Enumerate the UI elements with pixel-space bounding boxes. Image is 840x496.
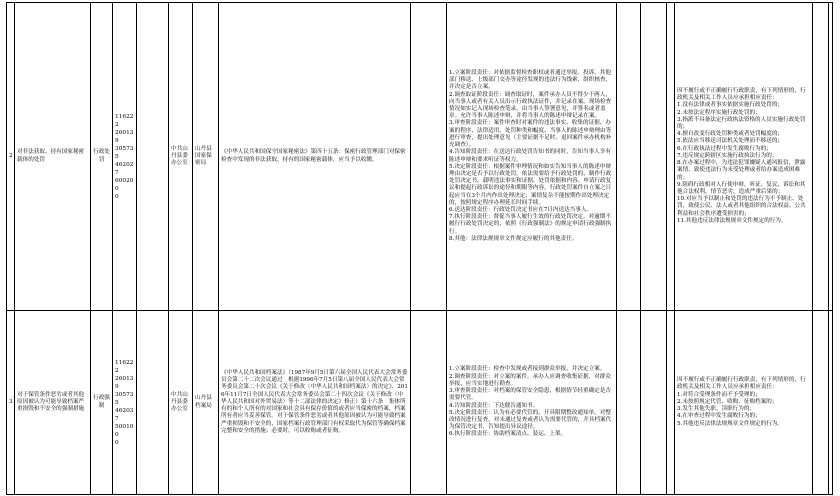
empty-cell bbox=[411, 311, 447, 495]
accountability-item: 5.依法应当移送司法机关处理而不移送的； bbox=[677, 138, 784, 145]
code-line: 116222 bbox=[115, 359, 134, 374]
legal-basis: 《中华人民共和国档案法》（1987年9月5日第六届全国人民代表大会常务委员会第二十二次会议通过 根据1996年7月5日第八届全国人民代表大会常务委员会第二十次会议《关于修改〈中华人民共和国档案法〉的决定》、2016年11月7日全国人民代表大会常务委员会第二十四次会议《关于修改〈中华人民共和国对外贸易法〉等十二部法律的决定》修正）第十六条 集体所有的和个人所有的对国家和社会具有保存价值的或者应当保密的档案，档案所有者应当妥善保管。对于保管条件恶劣或者其他原因被认为可能导致档案严重损毁和不安全的，国家档案行政管理部门有权采取代为保管等确保档案完整和安全的措施；必要时，可以收购或者征购。 bbox=[219, 311, 411, 495]
accountability-item: 3.指派不具备法定行政执法资格的人员实施行政处罚的； bbox=[677, 116, 806, 131]
responsibility-steps bbox=[447, 311, 617, 495]
power-list-table bbox=[6, 2, 833, 495]
accountability-item: 11.其他违反法律法规规章文件规定的行为。 bbox=[677, 217, 787, 224]
empty-cell bbox=[641, 3, 667, 311]
code-line: 0 bbox=[115, 193, 119, 200]
accountability-item: 1.没有法律或者事实依据实施行政处罚的； bbox=[677, 102, 784, 109]
row-number: 3 bbox=[7, 311, 15, 495]
step-item: 3.审查阶段责任：案件审查时对案件的违法事实、收集的证据、办案的程序、法律适用、处罚种类和幅度、当事人的陈述申辩理由等进行审查，提出处理意见（主要证据不足时，退回案件承办机构补充调查）。 bbox=[449, 120, 612, 149]
item-name: 对非法获取、持有国家秘密载体的处罚 bbox=[15, 3, 91, 311]
step-item: 2.调查取证阶段责任：调查取证时，案件承办人员不得少于两人，向当事人或者有关人员出示行政执法证件，并记录在案。现场检查情况如实记入现场检查笔录，由当事人签署意见，并签名或者盖章。允许当事人陈述申辩，并将当事人的陈述申辩记录在案。 bbox=[449, 91, 612, 120]
code-line: 462037 bbox=[115, 407, 134, 422]
code-line: 260139 bbox=[115, 375, 134, 390]
implementer: 中共山丹县委办公室 bbox=[169, 3, 193, 311]
step-item: 6.送达阶段责任：行政处罚决定书应在7日内送达当事人。 bbox=[449, 206, 593, 213]
accountability-item: 6.在行政执法过程中发生腐败行为的； bbox=[677, 145, 772, 152]
accountability-item: 因不履行或不正确履行行政职责，有下列情形的，行政机关及相关工作人员应承担相应责任： bbox=[677, 377, 806, 391]
department: 山丹县档案局 bbox=[193, 311, 219, 495]
legal-basis: 《中华人民共和国保守国家秘密法》第四十五条：保密行政管理部门对保密检查中发现的非法获取、持有的国家秘密载体，应当予以收缴。 bbox=[219, 3, 411, 311]
accountability-item: 4.在审查过程中发生腐败行为的； bbox=[677, 413, 761, 420]
empty-cell bbox=[641, 311, 667, 495]
empty-cell bbox=[667, 311, 675, 495]
step-item: 1.立案阶段责任：检查中发现或者接到群众举报，并决定立案。 bbox=[449, 366, 606, 373]
code-line: 0 bbox=[115, 439, 119, 446]
accountability-item: 10.对应当予以制止和处罚的违法行为不予制止、处罚，致使公民、法人或者其他组织的合法权益、公共利益和社会秩序遭受损害的； bbox=[677, 196, 806, 217]
code-line: 500100 bbox=[115, 423, 134, 438]
empty-cell bbox=[617, 311, 641, 495]
accountability-item: 5.其他违反法律法规规章文件规定的行为。 bbox=[677, 420, 784, 427]
code-line: 260139 bbox=[115, 129, 134, 144]
table-row bbox=[7, 3, 833, 311]
accountability-item: 7.违反规定跨辖区实施行政执法行为的； bbox=[677, 152, 778, 159]
code-line: 116222 bbox=[115, 113, 134, 128]
accountability-item: 4.擅自改变行政处罚种类或者处罚幅度的； bbox=[677, 131, 784, 138]
empty-cell bbox=[813, 3, 829, 311]
accountability bbox=[675, 311, 813, 495]
department: 山丹县国家保密局 bbox=[193, 3, 219, 311]
step-item: 4.告知阶段责任：在送达行政处罚告知书的同时，告知当事人享有陈述申辩和要求听证等权力。 bbox=[449, 149, 611, 163]
accountability-item: 3.发生其他失职、渎职行为的； bbox=[677, 406, 756, 413]
item-name: 对于保管条件恶劣或者其他原因被认为可能导致档案严重损毁和不安全的强制措施 bbox=[15, 311, 91, 495]
code-line: 305735 bbox=[115, 145, 134, 160]
step-item: 1.立案阶段责任：对依据监督检查职权或者通过举报、投诉、其他部门移送、上级部门交办等途径发现的违法行为线索，组织核查，并决定是否立案。 bbox=[449, 70, 612, 91]
step-item: 4.告知阶段责任：下达催告通知书。 bbox=[449, 402, 539, 409]
empty-cell bbox=[617, 3, 641, 311]
row-number: 2 bbox=[7, 3, 15, 311]
empty-cell bbox=[411, 3, 447, 311]
empty-cell bbox=[829, 3, 833, 311]
code-line: 462027 bbox=[115, 161, 134, 176]
accountability-item: 2.未按法定程序实施行政处罚的； bbox=[677, 109, 761, 116]
step-item: 5.决定阶段责任：认为有必要代管的，开具限期整改通知单，对整改情况进行复查，对未通过复查或者认为需要代管的，开具档案代为保管决定书，告知提出异议途径。 bbox=[449, 409, 612, 431]
step-item: 5.决定阶段责任：根据案件审理情况和如实告知当事人的陈述申辩理由决定是否予以行政处罚。依法需要给予行政处罚的，制作行政处罚决定书，载明违法事实和证据、处罚依据和内容、申请行政复议和提起行政诉讼的途径和期限等内容。行政处罚案件自立案之日起应当在3个月内作出处理决定；案情复杂不能按期作出处理决定的，按照规定程序办理延长时间手续。 bbox=[449, 163, 612, 206]
step-item: 7.执行阶段责任：督促当事人履行生效的行政处罚决定。对逾期不履行行政处罚决定的，依照《行政强制法》的规定申请行政强制执行。 bbox=[449, 214, 612, 235]
empty-cell bbox=[829, 311, 833, 495]
accountability-item: 因不履行或不正确履行行政职责，有下列情形的，行政机关及相关工作人员应承担相应责任： bbox=[677, 88, 806, 102]
item-type: 行政强制 bbox=[91, 311, 113, 495]
table-row bbox=[7, 311, 833, 495]
item-type: 行政处罚 bbox=[91, 3, 113, 311]
responsibility-steps bbox=[447, 3, 617, 311]
item-code bbox=[113, 3, 137, 311]
implementer: 中共山丹县委办公室 bbox=[169, 311, 193, 495]
empty-cell bbox=[137, 311, 169, 495]
accountability-item: 2.未按照规定代管、收购、征购档案的； bbox=[677, 398, 778, 405]
accountability-item: 8.在办案过程中，为违法犯罪嫌疑人通风报信，泄露案情，致使违法行为未受处理或者给办案造成困难的； bbox=[677, 160, 806, 181]
empty-cell bbox=[667, 3, 675, 311]
accountability bbox=[675, 3, 813, 311]
empty-cell bbox=[137, 3, 169, 311]
step-item: 3.审查阶段责任：对档案的保管安全隐患，根据情节轻重确定是否需要代管。 bbox=[449, 388, 611, 402]
step-item: 8.其他：法律法规规章文件规定应履行的其他责任。 bbox=[449, 235, 578, 242]
code-line: 305735 bbox=[115, 391, 134, 406]
accountability-item: 9.阻碍行政相对人行使申辩、听证、复议、诉讼和其他合法权利，情节恶劣，造成严重后果的； bbox=[677, 181, 806, 195]
code-line: 600200 bbox=[115, 177, 134, 192]
step-item: 6.执行阶段责任：协助档案清点、装运、上架。 bbox=[449, 431, 567, 438]
empty-cell bbox=[813, 311, 829, 495]
accountability-item: 1.对符合受理条件而不予受理的； bbox=[677, 391, 761, 398]
step-item: 2.调查阶段责任：对立案的案件，承办人应调查收集证据，对群众举报，应当实地进行勘查。 bbox=[449, 373, 611, 387]
item-code bbox=[113, 311, 137, 495]
